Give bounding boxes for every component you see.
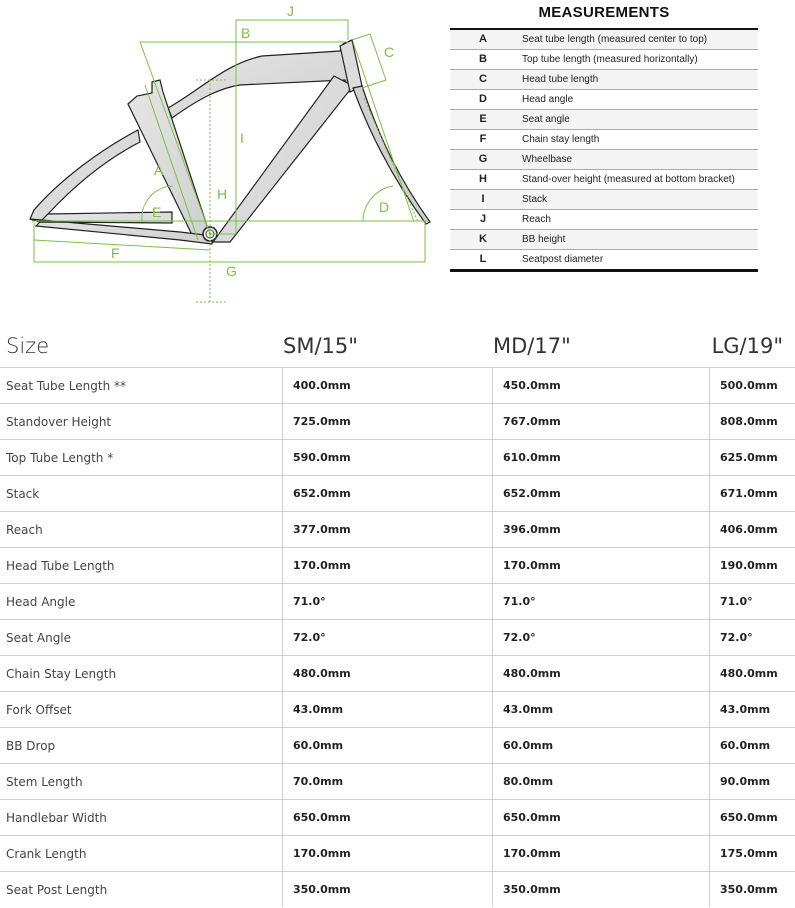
label-c: C	[384, 44, 395, 60]
legend-row	[450, 250, 758, 269]
row-label: Reach	[0, 512, 283, 547]
legend-row	[450, 50, 758, 70]
row-label: Seat Post Length	[0, 872, 283, 907]
cell-md: 396.0mm	[493, 512, 710, 547]
row-label: Seat Angle	[0, 620, 283, 655]
cell-sm: 650.0mm	[283, 800, 493, 835]
cell-lg: 72.0°	[720, 631, 753, 644]
cell-md: 170.0mm	[493, 836, 710, 871]
cell-sm: 60.0mm	[283, 728, 493, 763]
legend-desc: Chain stay length	[522, 134, 600, 145]
row-label: Head Angle	[0, 584, 283, 619]
cell-sm: 71.0°	[283, 584, 493, 619]
legend-row	[450, 110, 758, 130]
geometry-header-row	[0, 326, 795, 368]
legend-key: I	[481, 193, 485, 205]
legend-desc: Seatpost diameter	[522, 254, 604, 265]
row-label: Top Tube Length *	[0, 440, 283, 475]
legend-desc: Top tube length (measured horizontally)	[522, 54, 698, 65]
legend-key: B	[479, 53, 487, 65]
cell-sm: 70.0mm	[283, 764, 493, 799]
row-label: Head Tube Length	[0, 548, 283, 583]
label-a: A	[154, 162, 164, 178]
cell-md: 43.0mm	[493, 692, 710, 727]
row-label: Seat Tube Length **	[0, 368, 283, 403]
measurements-legend	[450, 0, 758, 272]
header-size-sm: SM/15"	[283, 334, 358, 358]
label-e: E	[152, 204, 162, 220]
legend-desc: Stand-over height (measured at bottom bracket)	[522, 174, 735, 185]
header-size-lg: LG/19"	[711, 334, 783, 358]
legend-key: H	[479, 173, 487, 185]
legend-row	[450, 150, 758, 170]
legend-key: C	[479, 73, 487, 85]
label-b: B	[241, 25, 251, 41]
bike-frame-illustration	[0, 0, 445, 310]
label-g: G	[226, 263, 237, 279]
table-row	[0, 800, 795, 836]
row-label: BB Drop	[0, 728, 283, 763]
legend-desc: Wheelbase	[522, 154, 573, 165]
cell-md: 60.0mm	[493, 728, 710, 763]
cell-lg: 71.0°	[720, 595, 753, 608]
table-row	[0, 368, 795, 404]
legend-desc: Stack	[522, 194, 548, 205]
cell-sm: 480.0mm	[283, 656, 493, 691]
cell-md: 80.0mm	[493, 764, 710, 799]
legend-row	[450, 230, 758, 250]
cell-sm: 400.0mm	[283, 368, 493, 403]
label-d: D	[379, 199, 390, 215]
table-row	[0, 872, 795, 907]
cell-lg: 480.0mm	[720, 667, 778, 680]
cell-md: 170.0mm	[493, 548, 710, 583]
cell-md: 72.0°	[493, 620, 710, 655]
table-row	[0, 476, 795, 512]
cell-lg: 60.0mm	[720, 739, 771, 752]
legend-key: E	[479, 113, 487, 125]
row-label: Crank Length	[0, 836, 283, 871]
legend-desc: Head angle	[522, 94, 574, 105]
table-row	[0, 692, 795, 728]
cell-sm: 43.0mm	[283, 692, 493, 727]
cell-lg: 500.0mm	[720, 379, 778, 392]
legend-key: L	[479, 253, 487, 265]
label-f: F	[111, 245, 120, 261]
legend-row	[450, 190, 758, 210]
legend-title: MEASUREMENTS	[538, 4, 670, 21]
cell-md: 610.0mm	[493, 440, 710, 475]
legend-row	[450, 130, 758, 150]
cell-md: 71.0°	[493, 584, 710, 619]
cell-sm: 377.0mm	[283, 512, 493, 547]
table-row	[0, 404, 795, 440]
legend-desc: BB height	[522, 234, 566, 245]
cell-lg: 671.0mm	[720, 487, 778, 500]
legend-desc: Seat angle	[522, 114, 570, 125]
cell-lg: 175.0mm	[720, 847, 778, 860]
cell-lg: 650.0mm	[720, 811, 778, 824]
legend-row	[450, 210, 758, 230]
cell-md: 480.0mm	[493, 656, 710, 691]
cell-sm: 350.0mm	[283, 872, 493, 907]
cell-md: 767.0mm	[493, 404, 710, 439]
legend-key: K	[479, 233, 487, 245]
cell-lg: 350.0mm	[720, 883, 778, 896]
label-h: H	[217, 186, 228, 202]
legend-row	[450, 70, 758, 90]
legend-row	[450, 90, 758, 110]
label-i: I	[240, 130, 244, 146]
cell-sm: 590.0mm	[283, 440, 493, 475]
cell-md: 450.0mm	[493, 368, 710, 403]
table-row	[0, 512, 795, 548]
cell-sm: 725.0mm	[283, 404, 493, 439]
row-label: Handlebar Width	[0, 800, 283, 835]
cell-lg: 190.0mm	[720, 559, 778, 572]
geometry-table	[0, 326, 795, 907]
row-label: Fork Offset	[0, 692, 283, 727]
legend-key: F	[479, 133, 487, 145]
table-row	[0, 836, 795, 872]
cell-sm: 72.0°	[283, 620, 493, 655]
legend-table	[450, 28, 758, 272]
cell-sm: 170.0mm	[283, 836, 493, 871]
legend-key: J	[479, 213, 487, 225]
header-size-md: MD/17"	[493, 334, 571, 358]
table-row	[0, 548, 795, 584]
cell-lg: 406.0mm	[720, 523, 778, 536]
header-size: Size	[6, 334, 50, 358]
table-row	[0, 656, 795, 692]
legend-desc: Seat tube length (measured center to top)	[522, 34, 708, 45]
legend-key: D	[479, 93, 487, 105]
legend-key: G	[478, 153, 488, 165]
legend-row	[450, 30, 758, 50]
table-row	[0, 728, 795, 764]
frame-geometry-diagram	[0, 0, 445, 310]
table-row	[0, 620, 795, 656]
legend-desc: Reach	[522, 214, 551, 225]
legend-desc: Head tube length	[522, 74, 599, 85]
legend-row	[450, 170, 758, 190]
cell-lg: 90.0mm	[720, 775, 771, 788]
table-row	[0, 584, 795, 620]
cell-md: 650.0mm	[493, 800, 710, 835]
cell-lg: 808.0mm	[720, 415, 778, 428]
cell-lg: 625.0mm	[720, 451, 778, 464]
legend-key: A	[479, 33, 487, 45]
label-j: J	[287, 3, 294, 19]
row-label: Standover Height	[0, 404, 283, 439]
cell-lg: 43.0mm	[720, 703, 771, 716]
row-label: Chain Stay Length	[0, 656, 283, 691]
table-row	[0, 764, 795, 800]
cell-sm: 170.0mm	[283, 548, 493, 583]
row-label: Stem Length	[0, 764, 283, 799]
cell-md: 652.0mm	[493, 476, 710, 511]
cell-sm: 652.0mm	[283, 476, 493, 511]
row-label: Stack	[0, 476, 283, 511]
cell-md: 350.0mm	[493, 872, 710, 907]
table-row	[0, 440, 795, 476]
